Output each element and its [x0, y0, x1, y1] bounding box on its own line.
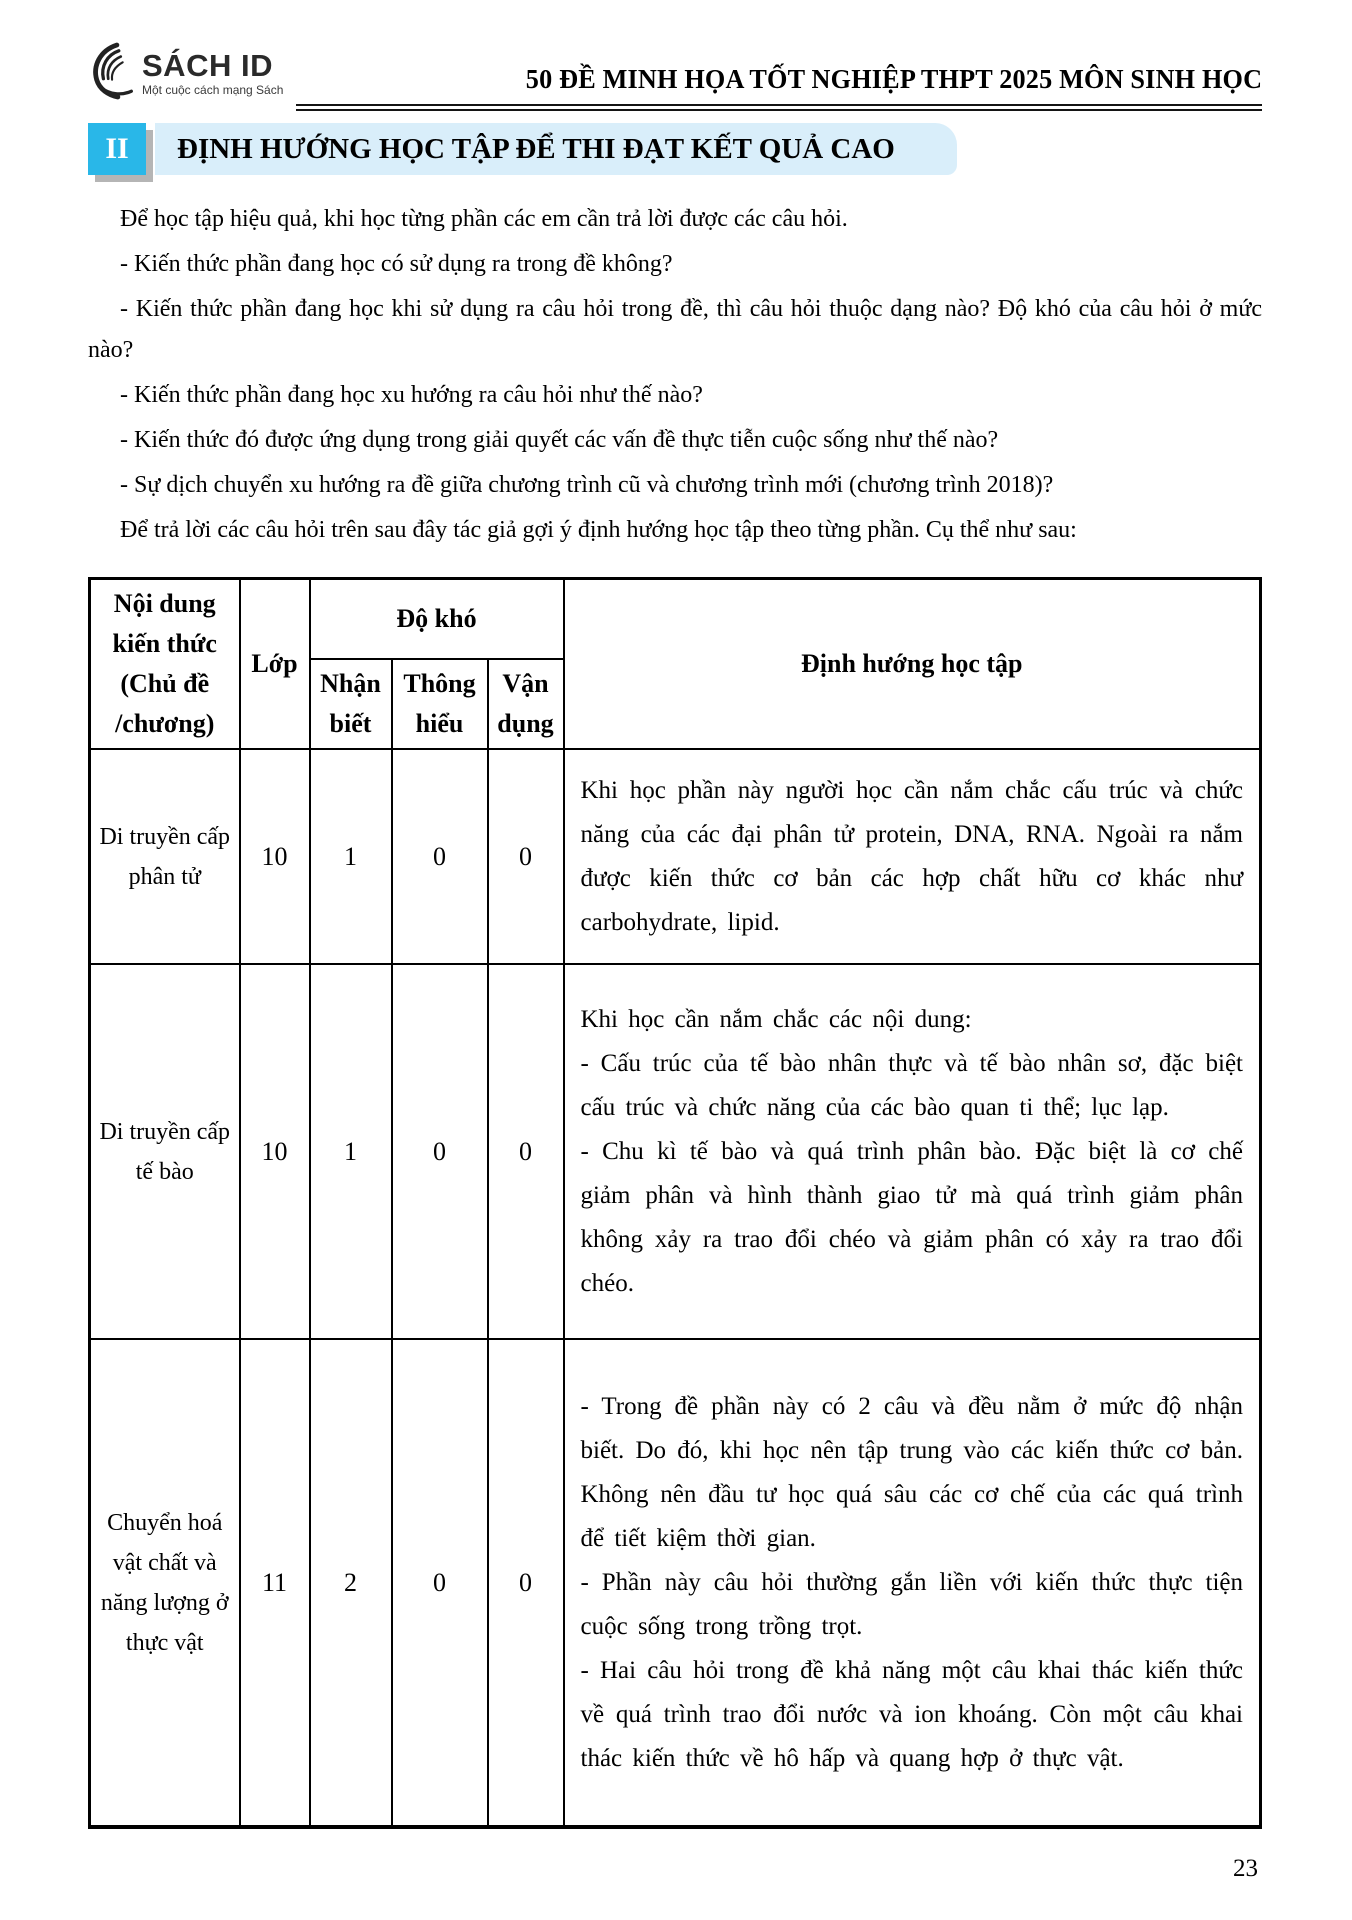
table-header	[90, 579, 1261, 750]
header-level-recognition: Nhận biết	[310, 659, 392, 749]
intro-question: - Kiến thức đó được ứng dụng trong giải quyết các vấn đề thực tiễn cuộc sống như thế nào?	[120, 427, 999, 453]
guidance-cell	[564, 1339, 1261, 1827]
table-body	[90, 749, 1261, 1827]
guidance-paragraph: - Trong đề phần này có 2 câu và đều nằm ở mức độ nhận biết. Do đó, khi học nên tập trung vào các kiến thức cơ bản. Không nên đầu tư học quá sâu các cơ chế của các quá trình để tiết kiệm thời gian.	[580, 1392, 1243, 1552]
intro-question: - Kiến thức phần đang học xu hướng ra câu hỏi như thế nào?	[120, 382, 703, 408]
intro-text	[88, 199, 1262, 551]
header-level-comprehension: Thông hiểu	[392, 659, 488, 749]
recognition-count-cell: 1	[310, 749, 392, 964]
guidance-paragraph: - Hai câu hỏi trong đề khả năng một câu khai thác kiến thức về quá trình trao đổi nước và ion khoáng. Còn một câu khai thác kiến thức về hô hấp và quang hợp ở thực vật.	[580, 1656, 1243, 1772]
recognition-count-cell: 1	[310, 964, 392, 1339]
comprehension-count-cell: 0	[392, 1339, 488, 1827]
header-rule	[296, 64, 1262, 111]
comprehension-count-cell: 0	[392, 964, 488, 1339]
page-header	[88, 40, 1262, 111]
comprehension-count-cell: 0	[392, 749, 488, 964]
brand-name: SÁCH ID	[142, 47, 273, 83]
table-row	[90, 964, 1261, 1339]
intro-closing: Để trả lời các câu hỏi trên sau đây tác giả gợi ý định hướng học tập theo từng phần. Cụ thể như sau:	[120, 517, 1077, 543]
document-title: 50 ĐỀ MINH HỌA TỐT NGHIỆP THPT 2025 MÔN SINH HỌC	[525, 64, 1262, 94]
table-row	[90, 749, 1261, 964]
header-grade: Lớp	[240, 579, 310, 750]
page-footer	[88, 1855, 1262, 1883]
guidance-paragraph: - Chu kì tế bào và quá trình phân bào. Đặc biệt là cơ chế giảm phân và hình thành giao tử mà quá trình giảm phân không xảy ra trao đổi chéo và giảm phân có xảy ra trao đổi chéo.	[580, 1137, 1243, 1297]
intro-question: - Kiến thức phần đang học khi sử dụng ra câu hỏi trong đề, thì câu hỏi thuộc dạng nào? Độ khó của câu hỏi ở mức nào?	[88, 296, 1262, 363]
topic-cell: Di truyền cấp phân tử	[90, 749, 240, 964]
recognition-count-cell: 2	[310, 1339, 392, 1827]
logo-text	[142, 47, 284, 97]
guidance-paragraph: - Phần này câu hỏi thường gắn liền với kiến thức thực tiện cuộc sống trong trồng trọt.	[580, 1568, 1243, 1640]
topic-cell: Di truyền cấp tế bào	[90, 964, 240, 1339]
application-count-cell: 0	[488, 1339, 564, 1827]
book-logo-icon	[88, 40, 140, 107]
header-difficulty: Độ khó	[310, 579, 564, 660]
guidance-paragraph: Khi học cần nắm chắc các nội dung:	[580, 1005, 972, 1033]
guidance-paragraph: Khi học phần này người học cần nắm chắc cấu trúc và chức năng của các đại phân tử protein, DNA, RNA. Ngoài ra nắm được kiến thức cơ bản các hợp chất hữu cơ khác như carbohydrate, lipid.	[580, 776, 1243, 936]
page-number: 23	[1233, 1855, 1258, 1882]
guidance-cell	[564, 964, 1261, 1339]
intro-question: - Sự dịch chuyển xu hướng ra đề giữa chương trình cũ và chương trình mới (chương trình 2018)?	[120, 472, 1054, 498]
section-heading: ĐỊNH HƯỚNG HỌC TẬP ĐỂ THI ĐẠT KẾT QUẢ CAO	[155, 123, 957, 175]
header-topic: Nội dung kiến thức (Chủ đề /chương)	[90, 579, 240, 750]
study-orientation-table	[88, 577, 1262, 1829]
application-count-cell: 0	[488, 964, 564, 1339]
application-count-cell: 0	[488, 749, 564, 964]
publisher-logo	[88, 40, 296, 111]
guidance-cell	[564, 749, 1261, 964]
table-row	[90, 1339, 1261, 1827]
intro-question: - Kiến thức phần đang học có sử dụng ra trong đề không?	[120, 251, 673, 277]
intro-lead: Để học tập hiệu quả, khi học từng phần các em cần trả lời được các câu hỏi.	[120, 206, 848, 232]
header-guidance: Định hướng học tập	[564, 579, 1261, 750]
grade-cell: 10	[240, 964, 310, 1339]
grade-cell: 11	[240, 1339, 310, 1827]
section-number-badge: II	[88, 123, 146, 175]
intro-question-list	[88, 244, 1262, 506]
header-level-application: Vận dụng	[488, 659, 564, 749]
guidance-paragraph: - Cấu trúc của tế bào nhân thực và tế bào nhân sơ, đặc biệt cấu trúc và chức năng của các bào quan ti thể; lục lạp.	[580, 1049, 1243, 1121]
grade-cell: 10	[240, 749, 310, 964]
brand-tagline: Một cuộc cách mạng Sách	[142, 82, 284, 97]
topic-cell: Chuyển hoá vật chất và năng lượng ở thực vật	[90, 1339, 240, 1827]
section-heading-row	[88, 123, 1262, 175]
